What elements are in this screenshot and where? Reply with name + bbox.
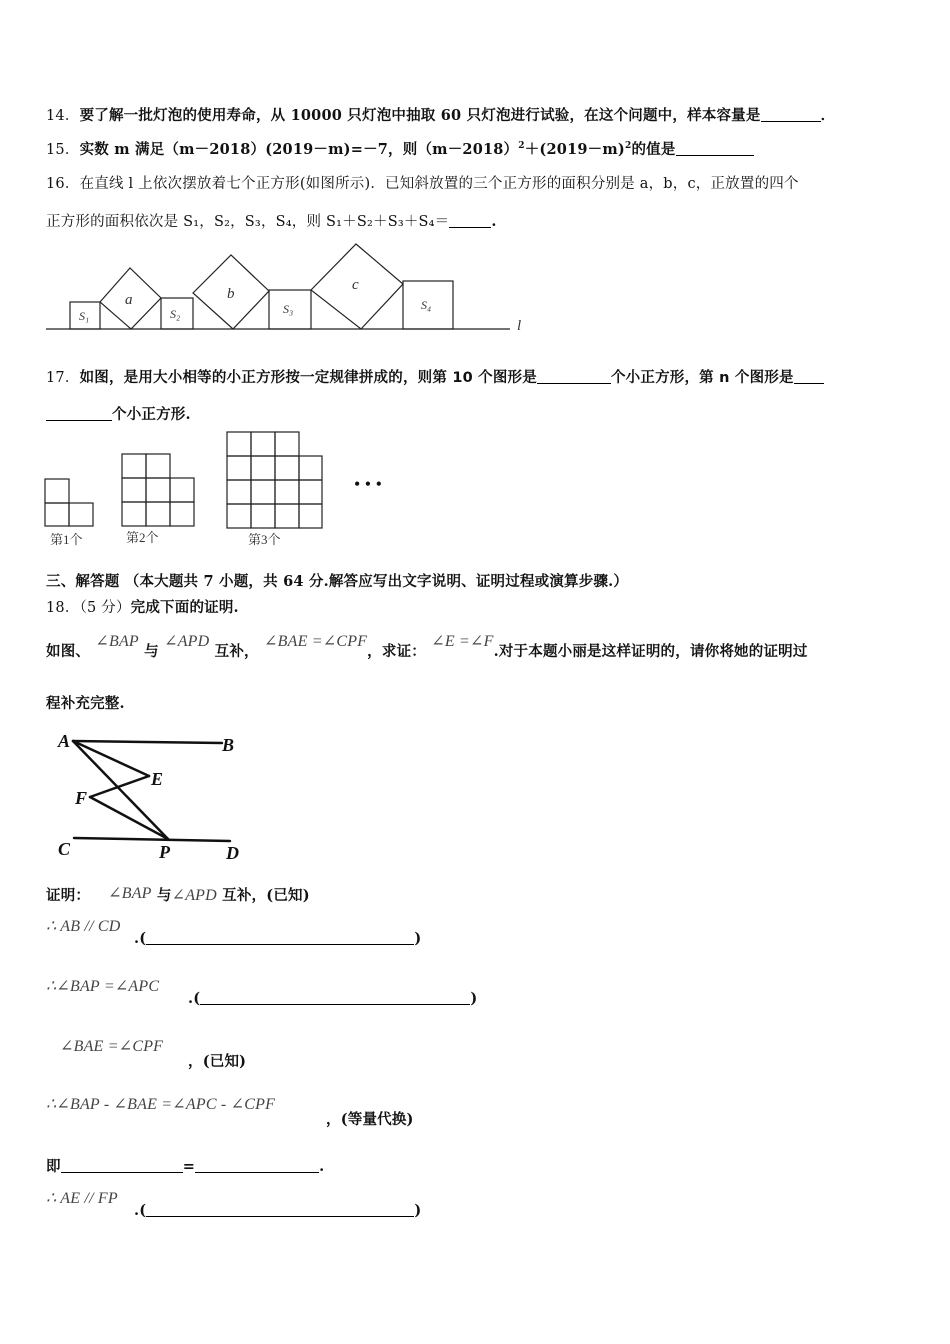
proof-step-1: [46, 884, 310, 905]
label-s3: S₃: [283, 302, 294, 316]
q17-line2: 个小正方形.: [112, 406, 191, 423]
fig-label-2: 第2个: [126, 530, 159, 545]
proof-s6-ji: 即: [46, 1158, 61, 1175]
proof-s2-close: ): [414, 930, 422, 947]
q18-eq1: ∠BAE =∠CPF: [264, 633, 368, 650]
proof-s6-period: .: [319, 1158, 325, 1175]
proof-s3: ∴∠BAP =∠APC: [46, 978, 160, 995]
proof-s1-yu: 与: [156, 887, 172, 904]
label-l: l: [517, 318, 522, 334]
proof-step-5-reason: ，(等量代换): [326, 1111, 414, 1128]
fig-label-3: 第3个: [248, 532, 281, 547]
proof-step-3-math: [46, 976, 159, 996]
proof-step-2-math: [46, 916, 121, 936]
point-b: B: [222, 735, 235, 755]
q18-hubu: 互补，: [214, 643, 259, 660]
q16-line2-end: .: [491, 213, 497, 230]
q16-number: 16．: [46, 176, 80, 192]
point-f: F: [75, 788, 88, 808]
label-c: c: [352, 277, 359, 293]
q17-text-b: 个图形是: [472, 369, 537, 386]
proof-s7: ∴ AE // FP: [46, 1190, 118, 1207]
q17-text-a: 如图，是用大小相等的小正方形按一定规律拼成的，则第: [79, 369, 453, 386]
segment-ap: [73, 741, 168, 839]
q18-score: （5 分）: [79, 600, 131, 616]
proof-s1-bap: ∠BAP: [108, 885, 152, 902]
q16-line2: 正方形的面积依次是 S₁，S₂，S₃，S₄，则 S₁＋S₂＋S₃＋S₄＝: [46, 214, 450, 230]
q15-text-b: ＋(2019－m): [524, 141, 625, 158]
point-a: A: [58, 731, 71, 751]
proof-s6-blank-1[interactable]: [61, 1158, 183, 1173]
proof-s2-open: .(: [134, 930, 147, 947]
q18-given-a: 如图、: [46, 643, 91, 660]
proof-label: 证明：: [46, 887, 91, 904]
point-d: D: [226, 843, 239, 863]
segment-ab: [73, 741, 222, 743]
label-s4: S₄: [421, 298, 432, 312]
point-p: P: [159, 842, 170, 862]
proof-s4: ∠BAE =∠CPF: [60, 1038, 164, 1055]
q18-bap: ∠BAP: [95, 633, 139, 650]
proof-s1-reason: 互补，(已知): [222, 887, 310, 904]
fig-ellipsis: • • •: [354, 474, 382, 494]
label-s2: S₂: [170, 307, 181, 321]
q17-ten: 10: [452, 370, 473, 386]
label-a: a: [125, 292, 133, 308]
q14-text: 要了解一批灯泡的使用寿命，从 10000 只灯泡中抽取 60 只灯泡进行试验，在这个问题中，样本容量是: [79, 107, 761, 124]
q18-number: 18．: [46, 600, 80, 616]
proof-s5: ∴∠BAP - ∠BAE =∠APC - ∠CPF: [46, 1096, 276, 1113]
proof-s3-open: .(: [188, 990, 201, 1007]
segment-fp: [90, 797, 168, 839]
proof-step-2-reason: [134, 930, 421, 947]
point-e: E: [151, 769, 164, 789]
fig-label-1: 第1个: [50, 532, 83, 547]
segment-cd: [74, 838, 230, 841]
proof-step-4-math: [46, 1036, 163, 1056]
q16-line1: 在直线 l 上依次摆放着七个正方形(如图所示)．已知斜放置的三个正方形的面积分别是 a，b，c，正放置的四个: [79, 176, 799, 192]
proof-s2-blank[interactable]: [146, 930, 414, 945]
proof-step-6: [46, 1155, 324, 1176]
proof-step-7-reason: [134, 1202, 421, 1219]
q18-apd: ∠APD: [164, 633, 210, 650]
proof-s7-blank[interactable]: [146, 1202, 414, 1217]
q15-sup-2: 2: [624, 141, 632, 152]
proof-s3-close: ): [470, 990, 478, 1007]
point-c: C: [58, 839, 71, 859]
label-b: b: [227, 286, 235, 302]
q18-qiuzheng: ，求证：: [367, 643, 426, 660]
q18-eq2: ∠E =∠F: [431, 633, 494, 650]
proof-step-4-reason: ，(已知): [188, 1053, 247, 1070]
q17-n: n: [719, 370, 730, 386]
q18-yu: 与: [144, 643, 159, 660]
proof-step-3-reason: [188, 990, 477, 1007]
question-18-given-line2: 程补充完整.: [46, 695, 125, 712]
q15-text-a: 实数 m 满足（m－2018）(2019－m)=－7，则（m－2018）: [79, 141, 519, 158]
proof-s6-blank-2[interactable]: [195, 1158, 319, 1173]
q15-number: 15．: [46, 142, 80, 158]
segment-ef: [90, 776, 149, 797]
segment-ae: [73, 741, 149, 776]
q18-title: 完成下面的证明.: [130, 599, 239, 616]
q14-end: ．: [820, 107, 836, 124]
q17-text-c: 个小正方形，第: [610, 369, 720, 386]
proof-s7-close: ): [414, 1202, 422, 1219]
q15-sup-1: 2: [518, 141, 525, 152]
q15-text-c: 的值是: [631, 141, 676, 158]
proof-s1-apd: ∠APD: [171, 887, 217, 904]
label-s1: S₁: [79, 309, 90, 323]
proof-s3-blank[interactable]: [200, 990, 470, 1005]
proof-s2: ∴ AB // CD: [46, 918, 121, 935]
q17-text-d: 个图形是: [729, 369, 794, 386]
section-3-heading: 三、解答题 （本大题共 7 小题，共 64 分.解答应写出文字说明、证明过程或演算步骤.）: [46, 573, 629, 590]
proof-step-5-math: [46, 1094, 275, 1114]
q18-rest: .对于本题小丽是这样证明的，请你将她的证明过: [493, 643, 808, 660]
proof-s6-eq: =: [182, 1158, 196, 1175]
q17-number: 17．: [46, 370, 80, 386]
proof-s7-open: .(: [134, 1202, 147, 1219]
q14-number: 14．: [46, 108, 80, 124]
proof-step-7-math: [46, 1188, 118, 1208]
